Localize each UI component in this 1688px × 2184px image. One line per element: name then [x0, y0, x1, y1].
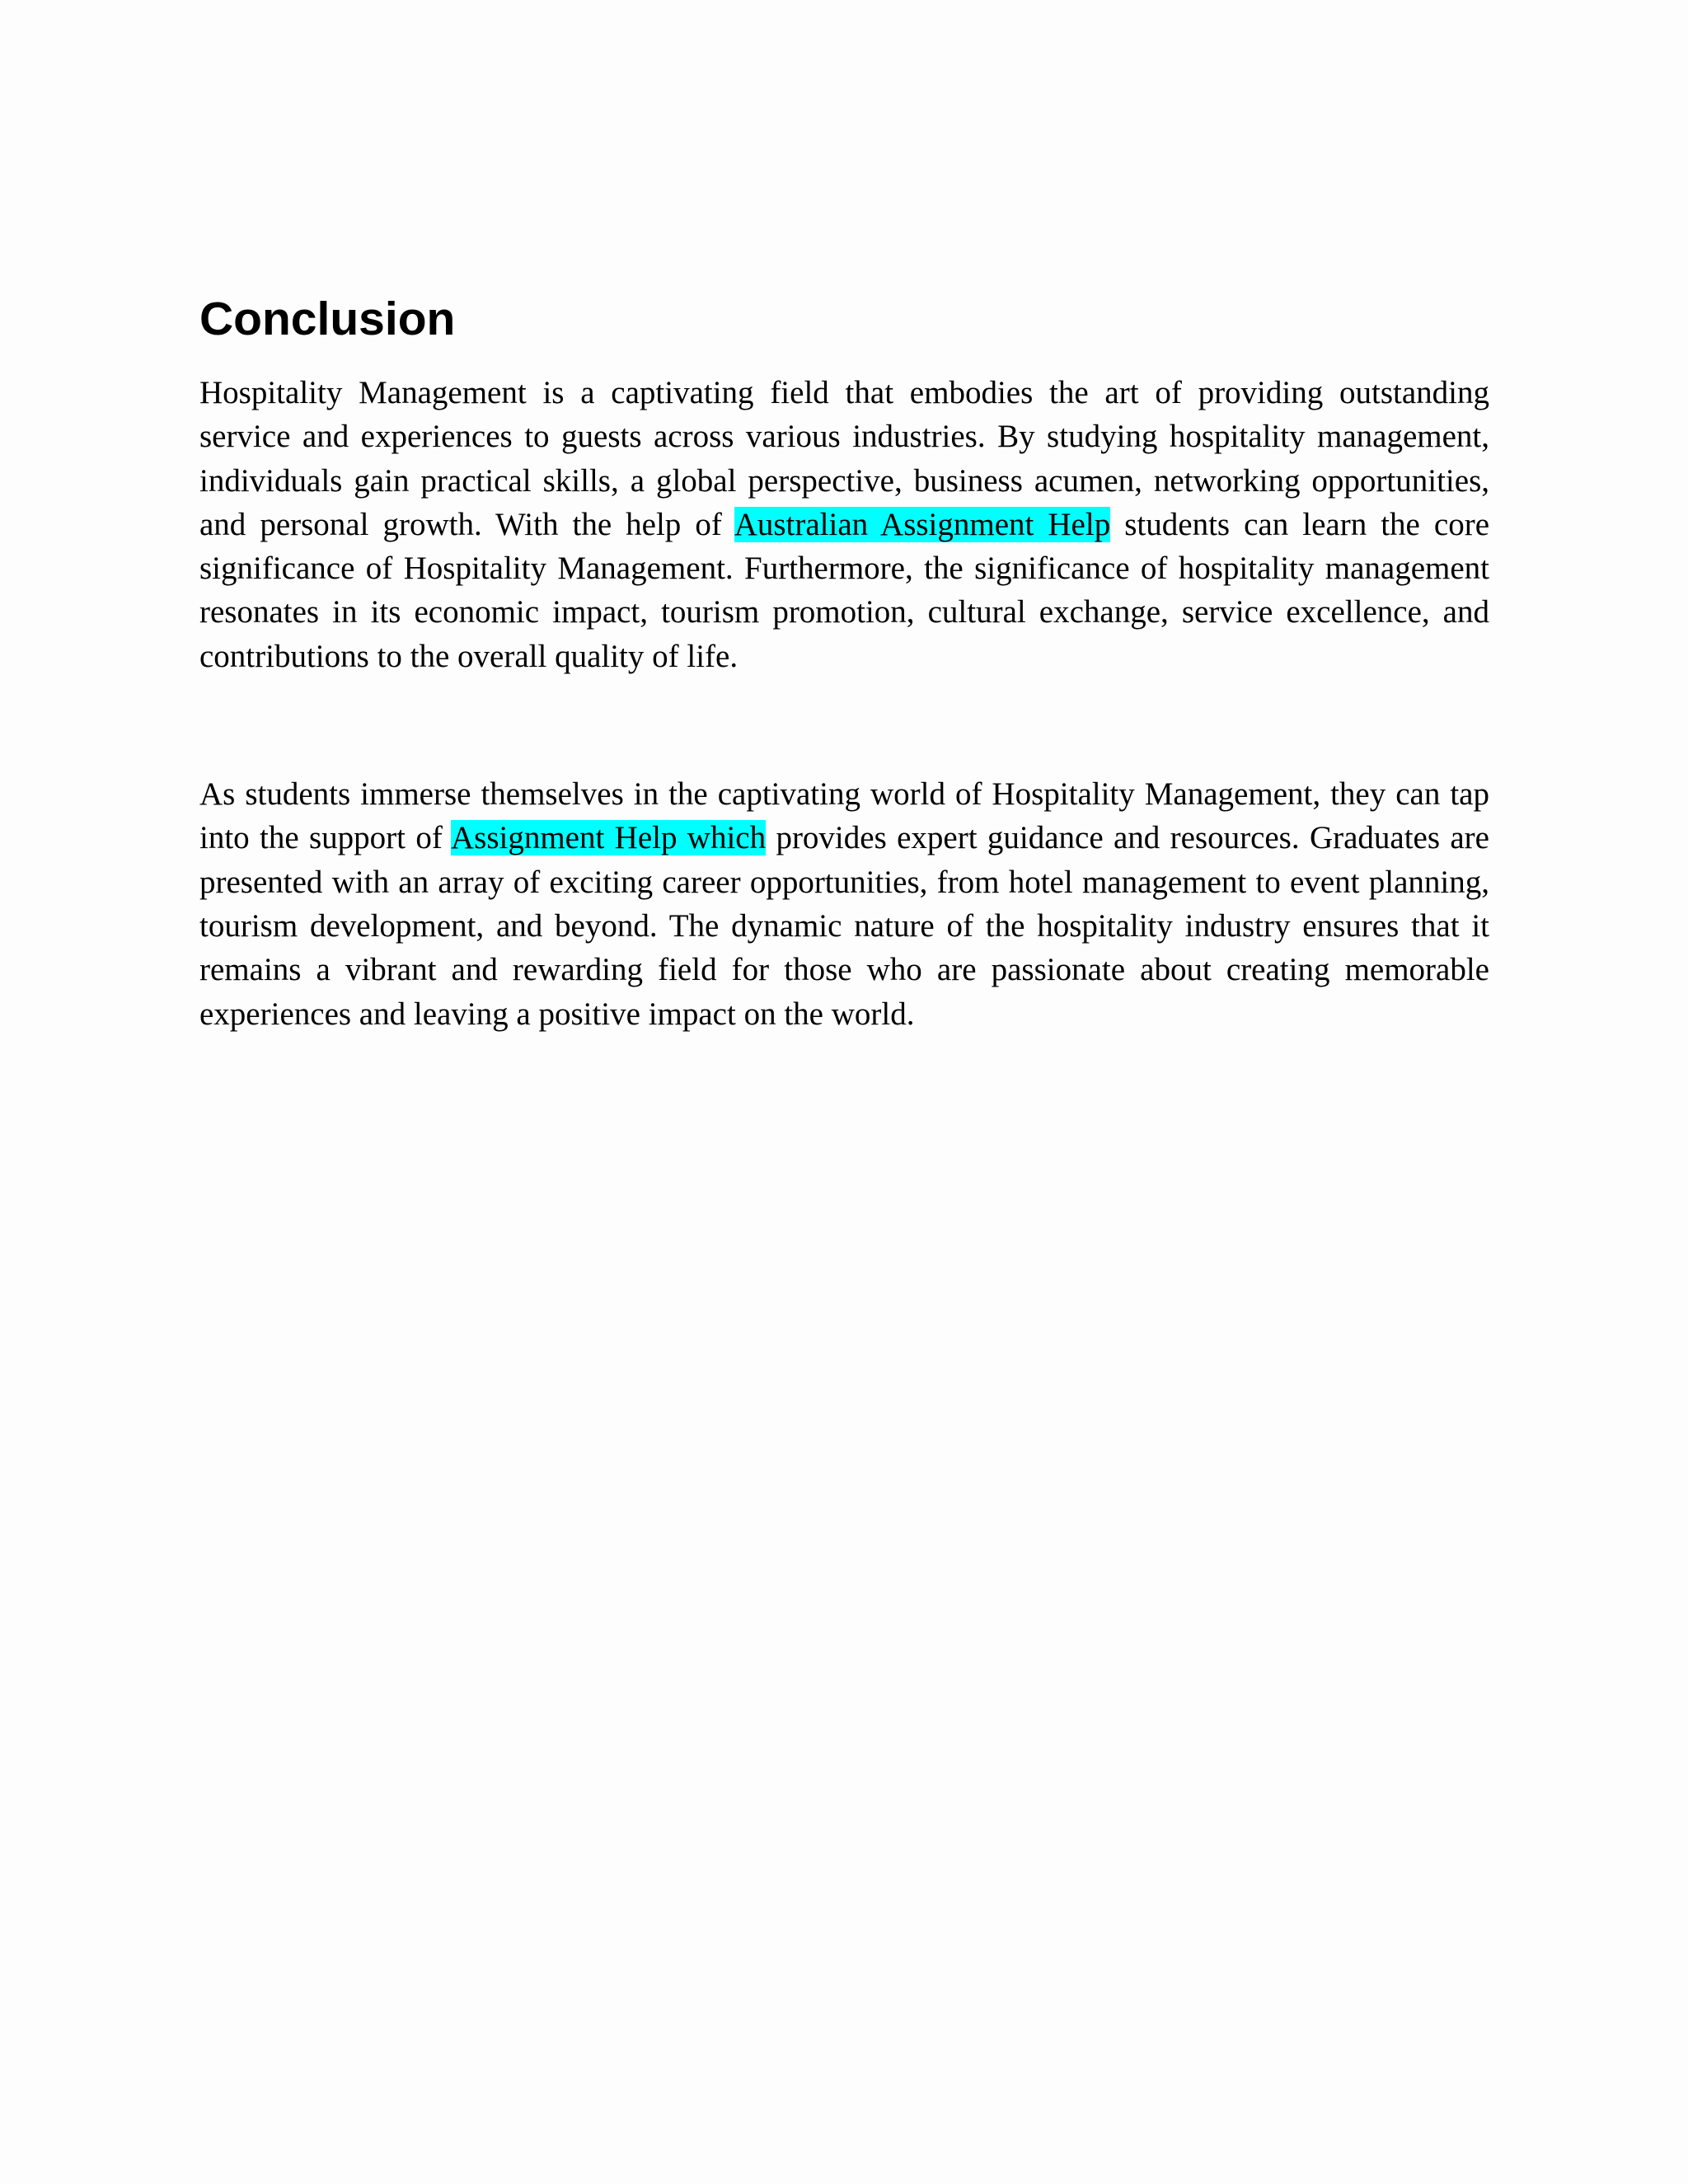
paragraph-1 [199, 371, 1489, 678]
document-content [199, 280, 1489, 1036]
paragraph-2-text-start: As students immerse themselves in the captivating world of Hospitality Management, they can tap into the support of [199, 776, 1489, 856]
conclusion-heading: Conclusion [199, 293, 456, 345]
highlighted-link-assignment-help[interactable]: Assignment Help which [450, 820, 767, 856]
paragraph-1-text-start: Hospitality Management is a captivating field that embodies the art of providing outstanding service and experiences to guests across various industries. By studying hospitality management, individuals gain practical skills, a global perspective, business acumen, networking opportunities, and personal growth. With the help of [199, 375, 1489, 542]
highlighted-link-australian-assignment-help[interactable]: Australian Assignment Help [734, 506, 1111, 542]
paragraph-2 [199, 772, 1489, 1036]
paragraph-2-text-end: provides expert guidance and resources. Graduates are presented with an array of exciting career opportunities, from hotel management to event planning, tourism development, and beyond. The dynamic nature of the hospitality industry ensures that it remains a vibrant and rewarding field for those who are passionate about creating memorable experiences and leaving a positive impact on the world. [199, 820, 1489, 1032]
paragraph-1-text-end: students can learn the core significance of Hospitality Management. Furthermore, the significance of hospitality management resonates in its economic impact, tourism promotion, cultural exchange, service excellence, and contributions to the overall quality of life. [199, 506, 1490, 674]
